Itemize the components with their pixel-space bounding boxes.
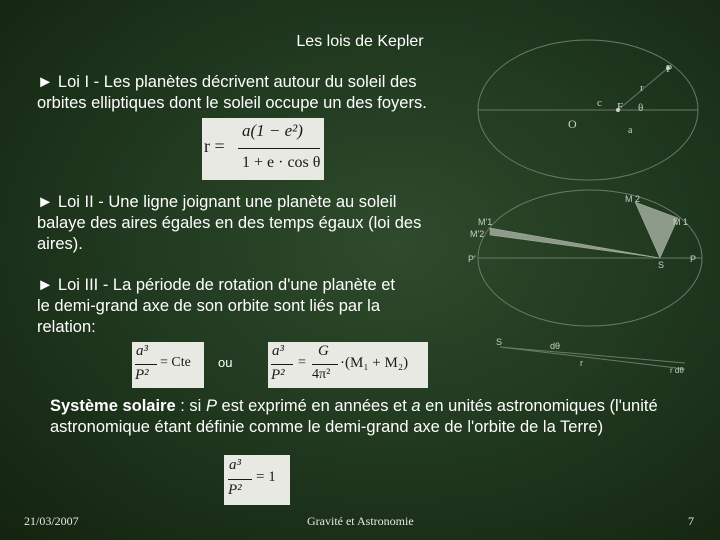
formula-numerator: a(1 − e²) bbox=[242, 121, 303, 140]
page-number: 7 bbox=[688, 514, 694, 528]
solar-text-a: : si bbox=[175, 397, 206, 415]
fraction-bar bbox=[228, 479, 252, 480]
solar-formula-rhs: = 1 bbox=[256, 469, 276, 485]
solar-var-a: a bbox=[411, 397, 421, 415]
area-sector-1 bbox=[490, 228, 660, 258]
solar-formula bbox=[224, 455, 290, 505]
solar-text-b: est exprimé en années et bbox=[216, 397, 412, 415]
solar-text-c: en unités astronomiques (l'unité astronomique étant définie comme le demi‑grand axe de l'orbite de la Terre) bbox=[50, 397, 658, 436]
fraction-bar bbox=[238, 148, 320, 149]
formula1-numerator: a³ bbox=[136, 343, 148, 359]
slide-title: Les lois de Kepler bbox=[296, 33, 424, 50]
label-P: P bbox=[666, 63, 673, 75]
label-a: a bbox=[628, 125, 633, 136]
formula2-rhs: ·(M₁ + M₂) bbox=[340, 355, 409, 371]
ellipse-focus-figure bbox=[470, 28, 710, 188]
fraction-bar bbox=[271, 364, 293, 365]
fraction-bar bbox=[135, 364, 157, 365]
formula2-equals: = bbox=[298, 355, 306, 370]
label-S-fig3: S bbox=[496, 337, 503, 347]
label-rdtheta: r dθ bbox=[670, 366, 684, 375]
law2-text: ► Loi II - Une ligne joignant une planète au soleil balaye des aires égales en des temps égaux (loi des aires). bbox=[37, 193, 422, 253]
label-r: r bbox=[640, 82, 644, 94]
label-M2: M 2 bbox=[625, 194, 641, 204]
label-M1prime: M'1 bbox=[478, 217, 493, 227]
solar-formula-denominator: P² bbox=[228, 482, 242, 498]
or-label: ou bbox=[218, 355, 233, 370]
formula1-rhs: = Cte bbox=[160, 355, 191, 370]
label-c: c bbox=[597, 97, 602, 109]
solar-formula-numerator: a³ bbox=[229, 457, 241, 473]
solar-system-bold: Système solaire bbox=[50, 397, 176, 415]
label-Pprime: P' bbox=[468, 254, 476, 264]
footer-date: 21/03/2007 bbox=[24, 514, 79, 528]
label-M1: M 1 bbox=[673, 217, 689, 227]
dtheta-figure bbox=[490, 335, 700, 380]
solar-system-text bbox=[50, 396, 690, 438]
solar-var-P: P bbox=[205, 397, 217, 415]
formula2-denominator: P² bbox=[271, 367, 285, 383]
fraction-bar bbox=[312, 364, 338, 365]
label-r-fig3: r bbox=[580, 358, 583, 368]
footer-title: Gravité et Astronomie bbox=[307, 514, 414, 528]
law1-text: ► Loi I - Les planètes décrivent autour du soleil des orbites elliptiques dont le soleil occupe un des foyers. bbox=[37, 73, 427, 112]
law3-formula-2 bbox=[268, 342, 428, 388]
equal-areas-figure bbox=[460, 188, 710, 338]
label-dtheta: dθ bbox=[550, 341, 561, 351]
label-S: S bbox=[658, 260, 665, 270]
label-F: F bbox=[617, 101, 624, 113]
formula2-mid-numerator: G bbox=[318, 343, 329, 359]
law3-formula-1 bbox=[132, 342, 204, 388]
label-P-fig2: P bbox=[690, 254, 697, 264]
formula2-mid-denominator: 4π² bbox=[312, 367, 331, 382]
formula1-denominator: P² bbox=[135, 367, 149, 383]
formula-lhs: r = bbox=[204, 136, 225, 156]
label-theta: θ bbox=[638, 102, 644, 114]
law3-text: ► Loi III - La période de rotation d'une planète et le demi‑grand axe de son orbite sont liés par la relation: bbox=[37, 276, 395, 336]
law1-formula bbox=[202, 118, 324, 180]
formula-denominator: 1 + e · cos θ bbox=[242, 154, 321, 171]
area-sector-2 bbox=[635, 202, 678, 258]
formula2-numerator: a³ bbox=[272, 343, 284, 359]
label-M2prime: M'2 bbox=[470, 229, 485, 239]
label-O: O bbox=[568, 117, 577, 131]
